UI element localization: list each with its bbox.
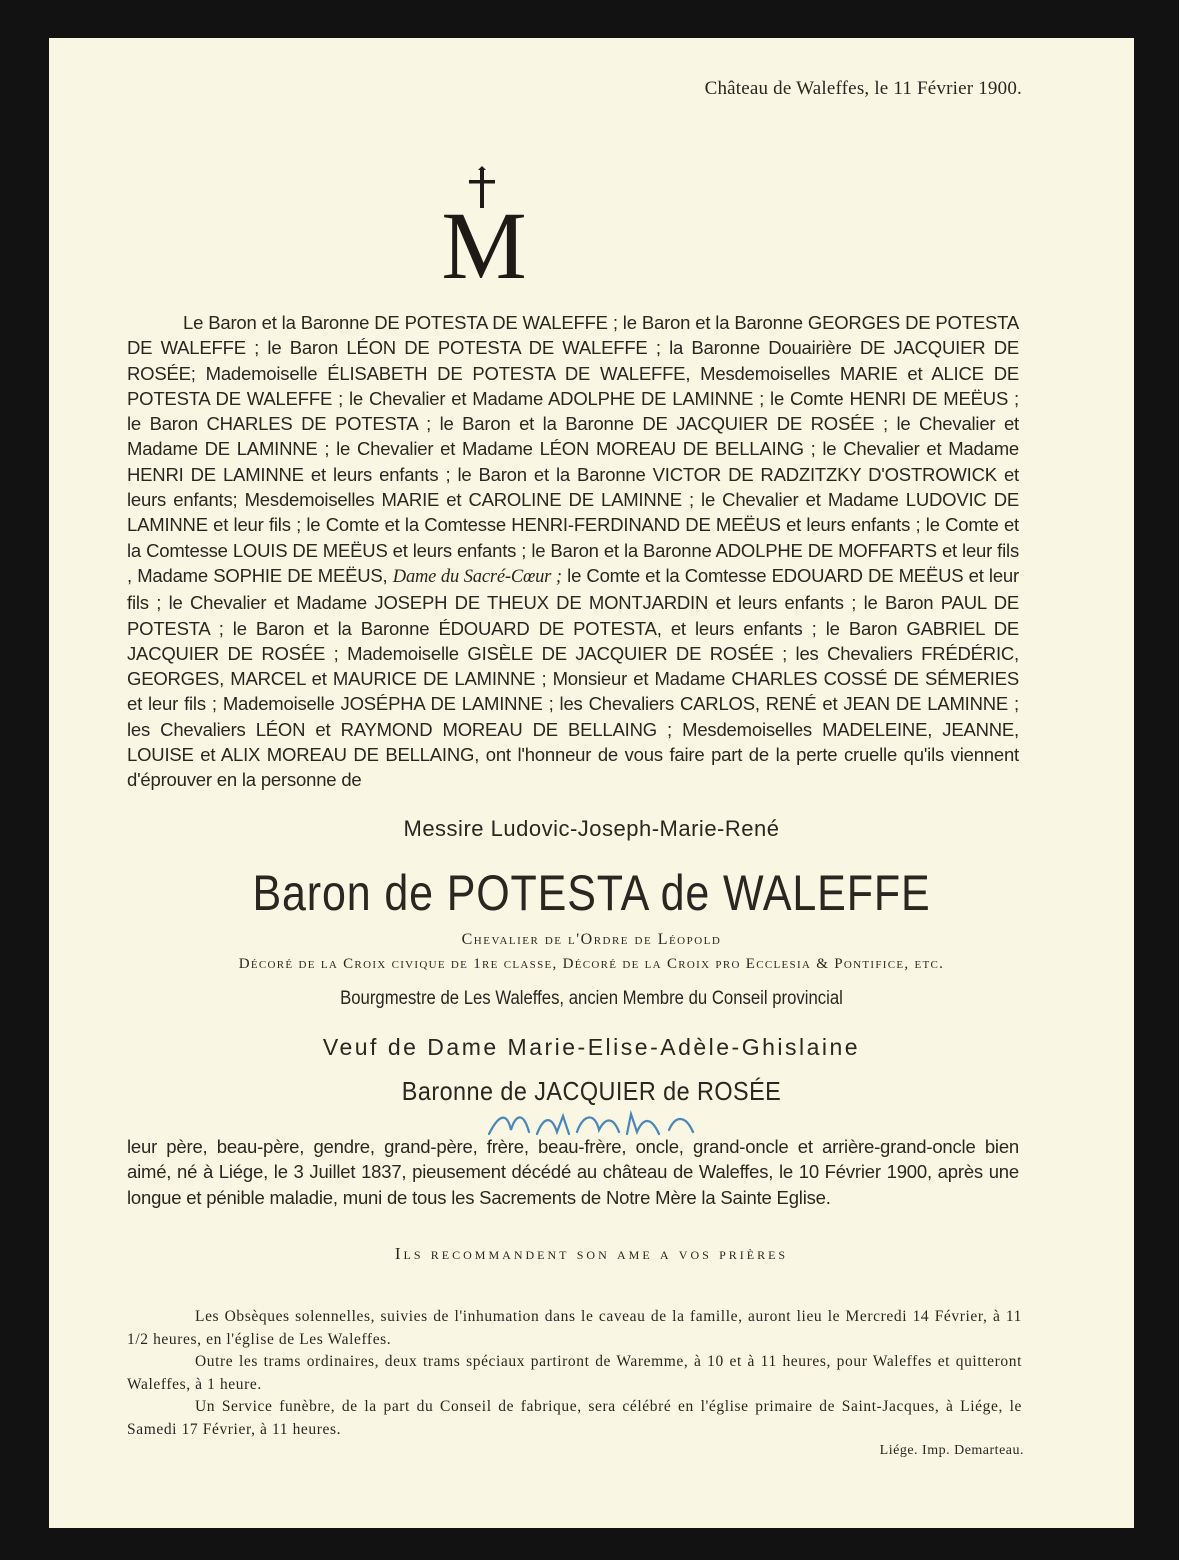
distinction-decorations: Décoré de la Croix civique de 1re classe, Décoré de la Croix pro Ecclesia & Pontifice, etc. bbox=[238, 956, 945, 972]
office-line: Bourgmestre de Les Waleffes, ancien Membre du Conseil provincial bbox=[340, 988, 843, 1009]
religious-title: Dame du Sacré-Cœur ; bbox=[392, 566, 562, 587]
funeral-details bbox=[127, 1306, 1022, 1441]
family-announcement bbox=[127, 310, 1019, 793]
distinction-order: Chevalier de l'Ordre de Léopold bbox=[461, 931, 722, 948]
deceased-title: Messire Ludovic-Joseph-Marie-René bbox=[403, 816, 780, 841]
relations-paragraph: leur père, beau-père, gendre, grand-père, frère, beau-frère, oncle, grand-oncle et arrière-grand-oncle bien aimé, né à Liége, le 3 Juillet 1837, pieusement décédé au château de Waleffes, le 10 Février 1900, après une longue et pénible maladie, muni de tous les Sacrements de Notre Mère la Sainte Eglise. bbox=[127, 1136, 1019, 1208]
spouse-name: Baronne de JACQUIER de ROSÉE bbox=[401, 1076, 782, 1106]
service-paragraph: Un Service funèbre, de la part du Conseil de fabrique, sera célébré en l'église primaire de Saint-Jacques, à Liége, le Samedi 17 Février, à 11 heures. bbox=[127, 1398, 1022, 1438]
prayer-request: Ils recommandent son ame a vos prières bbox=[394, 1244, 789, 1263]
funeral-notice-page bbox=[49, 38, 1134, 1528]
monogram-letter: M bbox=[441, 192, 527, 281]
trams-paragraph: Outre les trams ordinaires, deux trams spéciaux partiront de Waremme, à 10 et à 11 heures, pour Waleffes et quitteront Waleffes, à 1 heure. bbox=[127, 1353, 1022, 1393]
cross-monogram-icon bbox=[429, 166, 539, 281]
deceased-name: Baron de POTESTA de WALEFFE bbox=[252, 865, 931, 921]
dateline: Château de Waleffes, le 11 Février 1900. bbox=[704, 78, 1022, 99]
announcement-continuation: le Comte et la Comtesse EDOUARD DE MEËUS et leur fils ; le Chevalier et Madame JOSEPH DE THEUX DE MONTJARDIN et leurs enfants ; le Baron PAUL DE POTESTA ; le Baron et la Baronne ÉDOUARD DE POTESTA, et leurs enfants ; le Baron GABRIEL DE JACQUIER DE ROSÉE ; Mademoiselle GISÈLE DE JACQUIER DE ROSÉE ; les Chevaliers FRÉDÉRIC, GEORGES, MARCEL et MAURICE DE LAMINNE ; Monsieur et Madame CHARLES COSSÉ DE SÉMERIES et leur fils ; Mademoiselle JOSÉPHA DE LAMINNE ; les Chevaliers CARLOS, RENÉ et JEAN DE LAMINNE ; les Chevaliers LÉON et RAYMOND MOREAU DE BELLAING ; Mesdemoiselles MADELEINE, JEANNE, LOUISE et ALIX MOREAU DE BELLAING, ont l'honneur de vous faire part de la perte cruelle qu'ils viennent d'éprouver en la personne de bbox=[127, 564, 1019, 791]
printer-imprint: Liége. Imp. Demarteau. bbox=[879, 1443, 1024, 1458]
widower-line: Veuf de Dame Marie-Elise-Adèle-Ghislaine bbox=[322, 1034, 861, 1060]
announcement-intro: Le Baron et la Baronne DE POTESTA DE WALEFFE ; le Baron et la Baronne GEORGES DE POTESTA DE WALEFFE ; le Baron LÉON DE POTESTA DE WALEFFE ; la Baronne Douairière DE JACQUIER DE ROSÉE; Mademoiselle ÉLISABETH DE POTESTA DE WALEFFE, Mesdemoiselles MARIE et ALICE DE POTESTA DE WALEFFE ; le Chevalier et Madame ADOLPHE DE LAMINNE ; le Comte HENRI DE MEËUS ; le Baron CHARLES DE POTESTA ; le Baron et la Baronne DE JACQUIER DE ROSÉE ; le Chevalier et Madame DE LAMINNE ; le Chevalier et Madame LÉON MOREAU DE BELLAING ; le Chevalier et Madame HENRI DE LAMINNE et leurs enfants ; le Baron et la Baronne VICTOR DE RADZITZKY D'OSTROWICK et leurs enfants; Mesdemoiselles MARIE et CAROLINE DE LAMINNE ; le Chevalier et Madame LUDOVIC DE LAMINNE et leur fils ; le Comte et la Comtesse HENRI-FERDINAND DE MEËUS et leurs enfants ; le Comte et la Comtesse LOUIS DE MEËUS et leurs enfants ; le Baron et la Baronne ADOLPHE DE MOFFARTS et leur fils , Madame SOPHIE DE MEËUS, bbox=[127, 312, 1019, 586]
obsequies-paragraph: Les Obsèques solennelles, suivies de l'inhumation dans le caveau de la famille, auront lieu le Mercredi 14 Février, à 11 1/2 heures, en l'église de Les Waleffes. bbox=[127, 1308, 1022, 1348]
